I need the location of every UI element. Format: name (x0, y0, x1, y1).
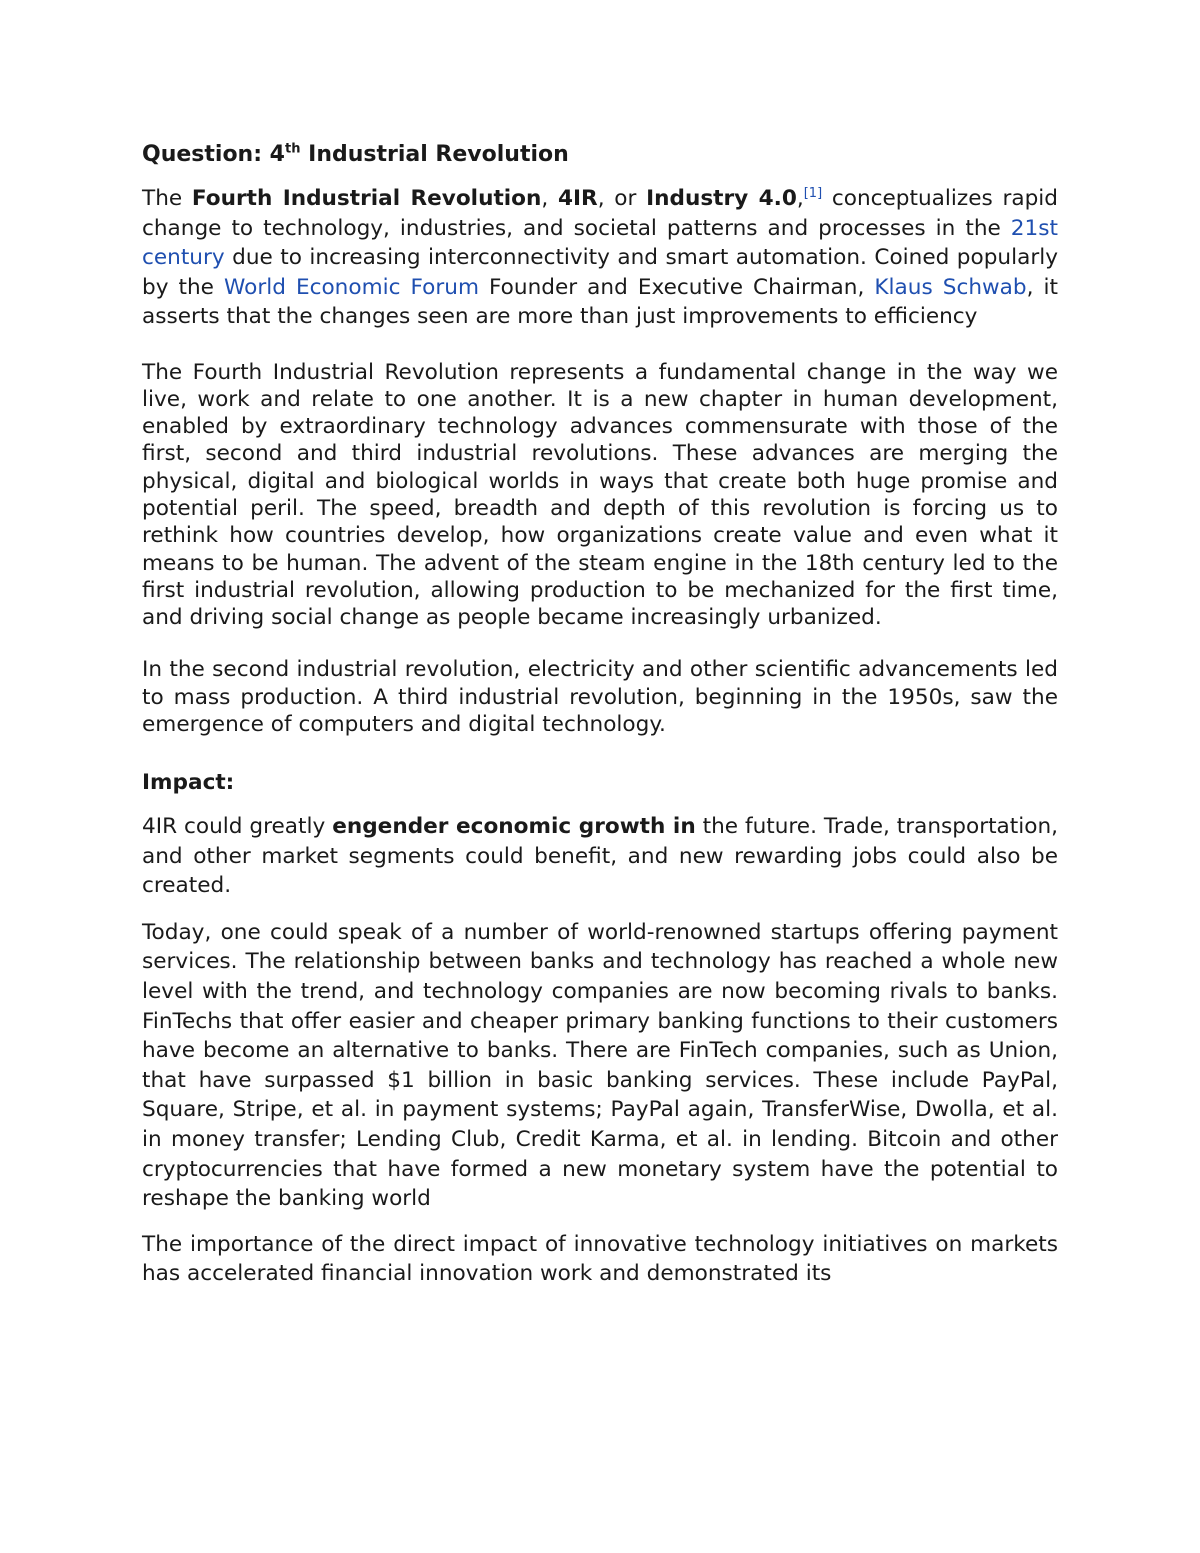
text-run: due to increasing interconnectivity and smart automation. Coined popularly by the (142, 245, 1058, 300)
title-suffix: Industrial Revolution (300, 142, 569, 167)
bold-term: Fourth Industrial Revolution (191, 186, 542, 211)
bold-term: Industry 4.0 (646, 186, 797, 211)
link-world-economic-forum[interactable]: World Economic Forum (224, 274, 479, 300)
paragraph-overview: The Fourth Industrial Revolution represents a fundamental change in the way we live, work and relate to one another. It is a new chapter in human development, enabled by extraordinary technology advances commensurate with those of the first, second and third industrial revolutions. These advances are merging the physical, digital and biological worlds in ways that create both huge promise and potential peril. The speed, breadth and depth of this revolution is forcing us to rethink how countries develop, how organizations create value and even what it means to be human. The advent of the steam engine in the 18th century led to the first industrial revolution, allowing production to be mechanized for the first time, and driving social change as people became increasingly urbanized. (142, 359, 1058, 631)
text-run: , (796, 186, 804, 211)
text-run: the future. Trade, transportation, and other market segments could benefit, and new rewarding jobs could also be created. (142, 814, 1058, 899)
text-run: The (142, 186, 192, 211)
text-run: , it asserts that the changes seen are more than just improvements to efficiency (142, 274, 1058, 329)
impact-heading: Impact: (142, 770, 235, 796)
text-run: , or (597, 186, 647, 211)
text-run: Founder and Executive Chairman, (478, 274, 875, 300)
bold-term: engender economic growth in (332, 814, 696, 840)
paragraph-history: In the second industrial revolution, electricity and other scientific advancements led to mass production. A third industrial revolution, beginning in the 1950s, saw the emergence of computers and digital technology. (142, 657, 1058, 738)
link-klaus-schwab[interactable]: Klaus Schwab (874, 274, 1027, 300)
paragraph-fintech: Today, one could speak of a number of world-renowned startups offering payment services. The relationship between banks and technology has reached a whole new level with the trend, and technology companies are now becoming rivals to banks. FinTechs that offer easier and cheaper primary banking functions to their customers have become an alternative to banks. There are FinTech companies, such as Union, that have surpassed $1 billion in basic banking services. These include PayPal, Square, Stripe, et al. in payment systems; PayPal again, TransferWise, Dwolla, et al. in money transfer; Lending Club, Credit Karma, et al. in lending. Bitcoin and other cryptocurrencies that have formed a new monetary system have the potential to reshape the banking world (142, 919, 1058, 1212)
reference-link[interactable]: [1] (803, 185, 823, 201)
text-run: 4IR could greatly (142, 814, 333, 840)
text-run: , (541, 186, 558, 211)
text-run: conceptualizes rapid change to technology, industries, and societal patterns and processes in the (142, 186, 1059, 241)
paragraph-impact (142, 812, 1058, 901)
link-21st-century[interactable]: 21st century (142, 215, 1058, 270)
document-page (142, 140, 1058, 1289)
page-title (142, 140, 1058, 170)
title-prefix: Question: 4 (142, 142, 285, 167)
title-superscript: th (284, 141, 301, 157)
paragraph-definition (142, 184, 1058, 332)
bold-term: 4IR (558, 186, 598, 211)
paragraph-innovation: The importance of the direct impact of innovative technology initiatives on markets has accelerated financial innovation work and demonstrated its (142, 1231, 1058, 1287)
